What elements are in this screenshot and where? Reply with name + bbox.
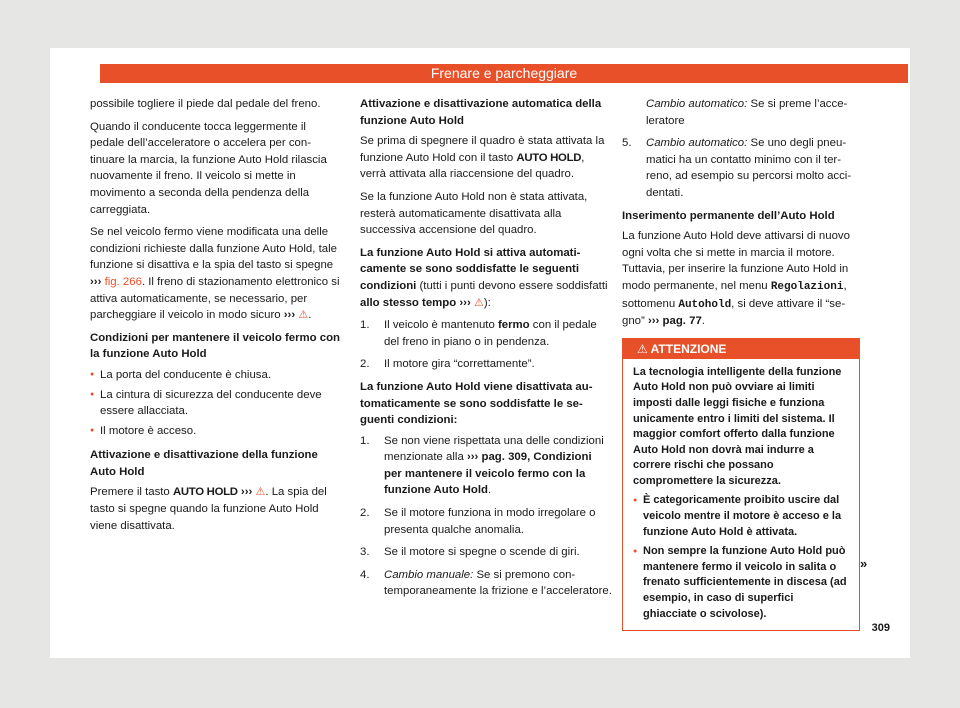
list-item: ● La porta del conducente è chiusa. (90, 367, 342, 384)
list-item: ● Il motore è acceso. (90, 423, 342, 440)
cross-ref-arrow: ››› (240, 486, 253, 499)
section-header: Frenare e parcheggiare (100, 64, 908, 83)
warning-header (623, 339, 859, 359)
warning-title: ATTENZIONE (650, 341, 727, 356)
subheading: Condizioni per mantenere il veicolo fermo con la funzione Auto Hold (90, 331, 341, 361)
list-item-continued: Cambio automatico: Se si preme l’acceleratore (646, 98, 848, 127)
paragraph: Se la funzione Auto Hold non è stata attivata, resterà automaticamente disattivata alla successiva accensione del quadro. (360, 190, 588, 237)
submenu-name: Autohold (678, 298, 732, 311)
paragraph: Quando il conducente tocca leggermente il pedale dell’acceleratore o accelera per continuare la marcia, la funzione Auto Hold rilascia nuovamente il freno. Il veicolo si mette in movimento a seconda della pendenza della carreggiata. (90, 120, 327, 216)
cross-ref-arrow: ››› (459, 296, 471, 309)
list-item: 5. Cambio automatico: Se uno degli pneumatici ha un contatto minimo con il terreno, ad esempio su percorsi molto accidentati. (622, 137, 852, 199)
cross-ref-arrow: ››› (90, 275, 102, 288)
column-3 (622, 96, 860, 631)
auto-hold-button-label: AUTO HOLD (516, 151, 582, 164)
manual-page (50, 48, 910, 658)
list-item: 3. Se il motore si spegne o scende di giri. (360, 546, 580, 559)
warning-text: La tecnologia intelligente della funzione Auto Hold non può ovviare ai limiti imposti dalle leggi fisiche e funziona unicamente entro i limiti del sistema. Il maggior comfort offerto dalla funzione Auto Hold non dovrà mai indurre a correre rischi che possano compromettere la sicurezza. (633, 365, 842, 487)
warning-triangle-icon[interactable]: ⚠ (298, 309, 309, 322)
warning-box (622, 338, 860, 632)
column-1 (90, 96, 342, 540)
list-item: 1. Se non viene rispettata una delle condizioni menzionate alla ››› pag. 309, Condizioni per mantenere il veicolo fermo con la funzione Auto Hold. (360, 434, 604, 497)
warning-list-item: ● Non sempre la funzione Auto Hold può mantenere fermo il veicolo in salita o frenato sufficientemente in discesa (ad esempio, in caso di superfici ghiacciate o scivolose). (633, 544, 849, 622)
paragraph: Se nel veicolo fermo viene modificata una delle condizioni richieste dalla funzione Auto Hold, tale funzione si disattiva e la spia del tasto si spegne ››› fig. 266. Il freno di stazionamento elettronico si attiva automaticamente, se necessario, per parcheggiare il veicolo in modo sicuro ››› ⚠. (90, 226, 340, 322)
column-2 (360, 96, 612, 606)
warning-triangle-icon: ⚠ (637, 341, 648, 356)
paragraph: La funzione Auto Hold si attiva automaticamente se sono soddisfatte le seguenti condizioni (tutti i punti devono essere soddisfatti allo stesso tempo ››› ⚠): (360, 246, 608, 309)
cross-ref-arrow: ››› (647, 315, 660, 328)
paragraph: Premere il tasto AUTO HOLD ››› ⚠. La spia del tasto si spegne quando la funzione Auto Hold viene disattivata. (90, 486, 327, 532)
cross-ref-arrow: ››› (283, 309, 296, 322)
paragraph: La funzione Auto Hold deve attivarsi di nuovo ogni volta che si mette in marcia il motore. Tuttavia, per inserire la funzione Auto Hold in modo permanente, nel menu Regolazioni, sottomenu Autohold, si deve attivare il “segno” ››› pag. 77. (622, 230, 850, 328)
subheading: Attivazione e disattivazione automatica della funzione Auto Hold (360, 98, 602, 127)
list-item: 2. Il motore gira “correttamente”. (360, 358, 535, 371)
subheading: Inserimento permanente dell’Auto Hold (622, 209, 835, 222)
warning-triangle-icon[interactable]: ⚠ (473, 296, 484, 309)
list-item: ● La cintura di sicurezza del conducente deve essere allacciata. (90, 387, 342, 420)
page-link[interactable]: pag. 309, Condizioni per mantenere il veicolo fermo con la funzione Auto Hold (384, 451, 592, 497)
warning-body (623, 359, 859, 631)
warning-triangle-icon[interactable]: ⚠ (255, 486, 266, 499)
auto-hold-button-label: AUTO HOLD (172, 486, 238, 499)
list-item: 4. Cambio manuale: Se si premono contemporaneamente la frizione e l’acceleratore. (360, 568, 612, 598)
list-item: 2. Se il motore funziona in modo irregolare o presenta qualche anomalia. (360, 507, 596, 536)
page-number: 309 (871, 622, 890, 634)
paragraph: Se prima di spegnere il quadro è stata attivata la funzione Auto Hold con il tasto AUTO HOLD, verrà attivata alla riaccensione del quadro. (360, 135, 605, 181)
cross-ref-arrow: ››› (466, 451, 479, 464)
continue-arrow: » (860, 556, 868, 571)
paragraph: possibile togliere il piede dal pedale del freno. (90, 98, 321, 110)
subheading: La funzione Auto Hold viene disattivata automaticamente se sono soddisfatte le seguenti condizioni: (360, 380, 593, 427)
page-link[interactable]: pag. 77 (662, 315, 702, 328)
subheading: Attivazione e disattivazione della funzione Auto Hold (90, 449, 318, 478)
warning-list-item: ● È categoricamente proibito uscire dal veicolo mentre il motore è acceso e la funzione Auto Hold è attivata. (633, 493, 849, 540)
menu-name: Regolazioni (770, 280, 844, 293)
figure-link[interactable]: fig. 266 (104, 275, 142, 288)
list-item: 1. Il veicolo è mantenuto fermo con il pedale del freno in piano o in pendenza. (360, 319, 597, 348)
